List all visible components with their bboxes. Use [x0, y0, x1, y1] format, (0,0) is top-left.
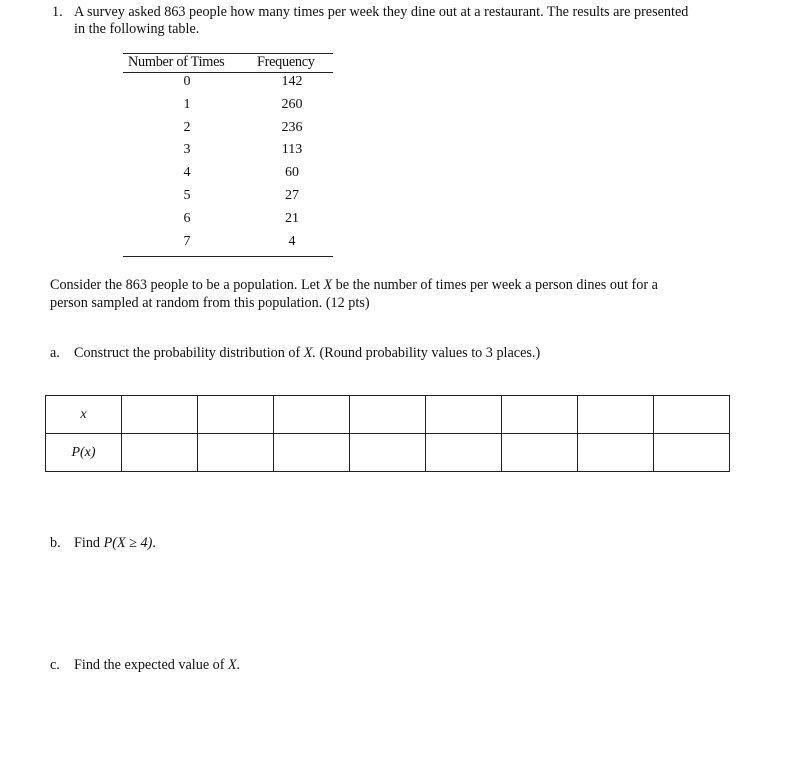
question-text-line2: in the following table. — [74, 21, 200, 37]
table-row — [123, 97, 333, 119]
times-cell: 6 — [183, 210, 191, 226]
blank-cell[interactable] — [274, 396, 350, 434]
table-row — [123, 120, 333, 142]
part-a-variable: X. — [303, 345, 316, 361]
times-cell: 3 — [183, 142, 191, 158]
blank-cell[interactable] — [350, 434, 426, 472]
paragraph-text-b: be the number of times per week a person dines out for a — [332, 277, 658, 293]
blank-cell[interactable] — [426, 396, 502, 434]
frequency-cell: 21 — [285, 210, 299, 226]
blank-cell[interactable] — [122, 396, 198, 434]
population-paragraph — [50, 276, 750, 312]
paragraph-text-c: person sampled at random from this population. (12 pts) — [50, 295, 370, 311]
header-number-of-times: Number of Times — [128, 54, 225, 70]
part-a-label: a. — [50, 345, 60, 361]
blank-cell[interactable] — [198, 396, 274, 434]
part-a-text-pre: Construct the probability distribution of — [74, 345, 304, 361]
row-label-px: P(x) — [46, 434, 122, 472]
part-b-label: b. — [50, 535, 61, 551]
blank-cell[interactable] — [426, 434, 502, 472]
times-cell: 0 — [183, 74, 191, 89]
blank-cell[interactable] — [654, 434, 730, 472]
distribution-row-x — [46, 396, 730, 434]
frequency-cell: 4 — [288, 233, 296, 249]
table-row — [123, 234, 333, 256]
blank-cell[interactable] — [502, 396, 578, 434]
part-b-expression: P(X ≥ 4) — [103, 535, 153, 551]
row-label-x: x — [46, 396, 122, 434]
part-b-text — [74, 535, 156, 552]
times-cell: 4 — [183, 165, 191, 181]
blank-cell[interactable] — [654, 396, 730, 434]
times-cell: 5 — [183, 188, 191, 203]
question-number: 1. — [52, 4, 63, 20]
times-cell: 1 — [183, 96, 191, 112]
table-rule-bottom — [123, 256, 333, 257]
distribution-row-px — [46, 434, 730, 472]
part-b-text-pre: Find — [74, 535, 104, 551]
blank-cell[interactable] — [578, 434, 654, 472]
table-row — [123, 142, 333, 164]
part-c-text-pre: Find the expected value of — [74, 657, 229, 673]
variable-x: X — [323, 277, 333, 293]
part-a-text — [74, 345, 540, 362]
frequency-cell: 142 — [281, 74, 303, 89]
table-row — [123, 211, 333, 233]
blank-cell[interactable] — [502, 434, 578, 472]
frequency-cell: 27 — [285, 188, 299, 203]
blank-cell[interactable] — [198, 434, 274, 472]
table-rule-header — [123, 72, 333, 73]
blank-cell[interactable] — [274, 434, 350, 472]
part-c-label: c. — [50, 657, 60, 673]
part-c-text — [74, 657, 240, 674]
table-row — [123, 188, 333, 210]
times-cell: 2 — [183, 119, 191, 135]
table-row — [123, 74, 333, 96]
part-c-variable: X. — [228, 657, 241, 673]
times-cell: 7 — [183, 233, 191, 249]
table-row — [123, 165, 333, 187]
frequency-cell: 236 — [281, 119, 303, 135]
header-frequency: Frequency — [257, 54, 315, 70]
frequency-cell: 260 — [281, 96, 303, 112]
blank-cell[interactable] — [578, 396, 654, 434]
blank-cell[interactable] — [350, 396, 426, 434]
question-text-line1: A survey asked 863 people how many times per week they dine out at a restaurant. The results are presented — [74, 4, 689, 20]
frequency-cell: 113 — [281, 142, 303, 158]
blank-cell[interactable] — [122, 434, 198, 472]
frequency-cell: 60 — [285, 165, 299, 181]
part-a-text-post: (Round probability values to 3 places.) — [315, 345, 541, 361]
distribution-table — [45, 395, 730, 472]
part-b-text-post: . — [152, 535, 156, 551]
paragraph-text-a: Consider the 863 people to be a population. Let — [50, 277, 324, 293]
